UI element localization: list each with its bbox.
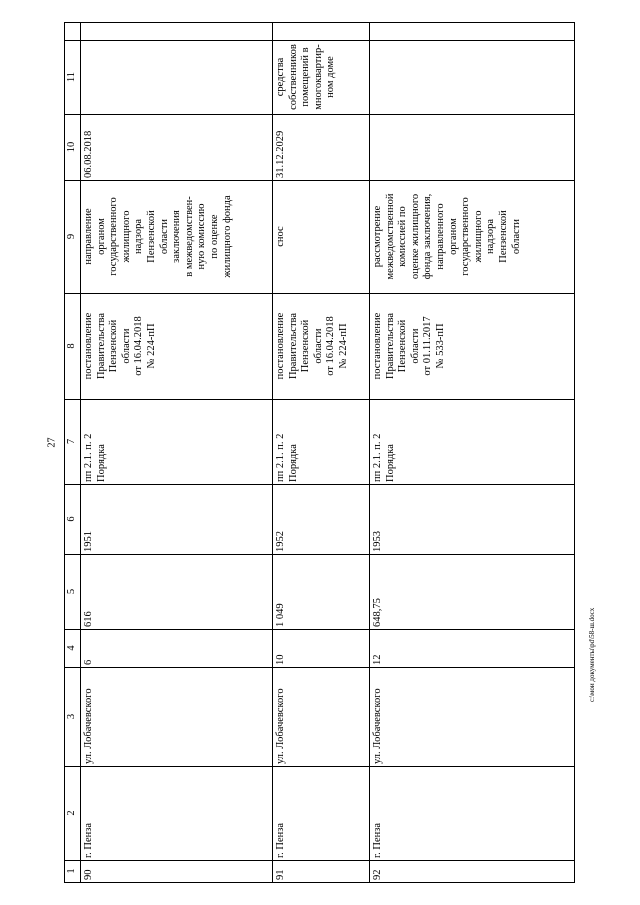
page-number: 27 [46,437,58,448]
document-page: 27 1 2 3 4 5 6 7 8 9 10 11 90 г. Пенза ул. Лобачевского 6 616 1951 пп 2.1. п. 2 Порядка постановление Правительства Пензенской области от 16.04.2018 № 224-пП направление органом государственного жилищного надзора Пензенской области заключения в межведомствен- ную комиссию по оценке жилищного фонда 06.08.2018 91 г. Пенза ул. Лобачевского 10 1 049 1952 пп 2.1. п. 2 Порядка постановление Правительства Пензенской области от 16.04.2018 № 224-пП снос 31.12.2029 средства собственников помещений в многоквартир- ном доме 92 г. Пенза ул. Лобачевского 12 648,75 1953 пп 2.1. п. 2 Порядка постановление Правительства Пензенской области от 01.11.2017 № 533-пП рассмотрение межведомственной комиссией по оценке жилищного фонда заключения, направленного органом государственного жилищного надзора Пензенской области c:\мои документы\pd\58-ш.docx [0,0,640,905]
data-table: 1 2 3 4 5 6 7 8 9 10 11 90 г. Пенза ул. Лобачевского 6 616 1951 пп 2.1. п. 2 Порядка постановление Правительства Пензенской области от 16.04.2018 № 224-пП направление органом государственного жилищного надзора Пензенской области заключения в межведомствен- ную комиссию по оценке жилищного фонда 06.08.2018 91 г. Пенза ул. Лобачевского 10 1 049 1952 пп 2.1. п. 2 Порядка постановление Правительства Пензенской области от 16.04.2018 № 224-пП снос 31.12.2029 средства собственников помещений в многоквартир- ном доме 92 г. Пенза ул. Лобачевского 12 648,75 1953 пп 2.1. п. 2 Порядка постановление Правительства Пензенской области от 01.11.2017 № 533-пП рассмотрение межведомственной комиссией по оценке жилищного фонда заключения, направленного органом государственного жилищного надзора Пензенской области [64,22,575,883]
